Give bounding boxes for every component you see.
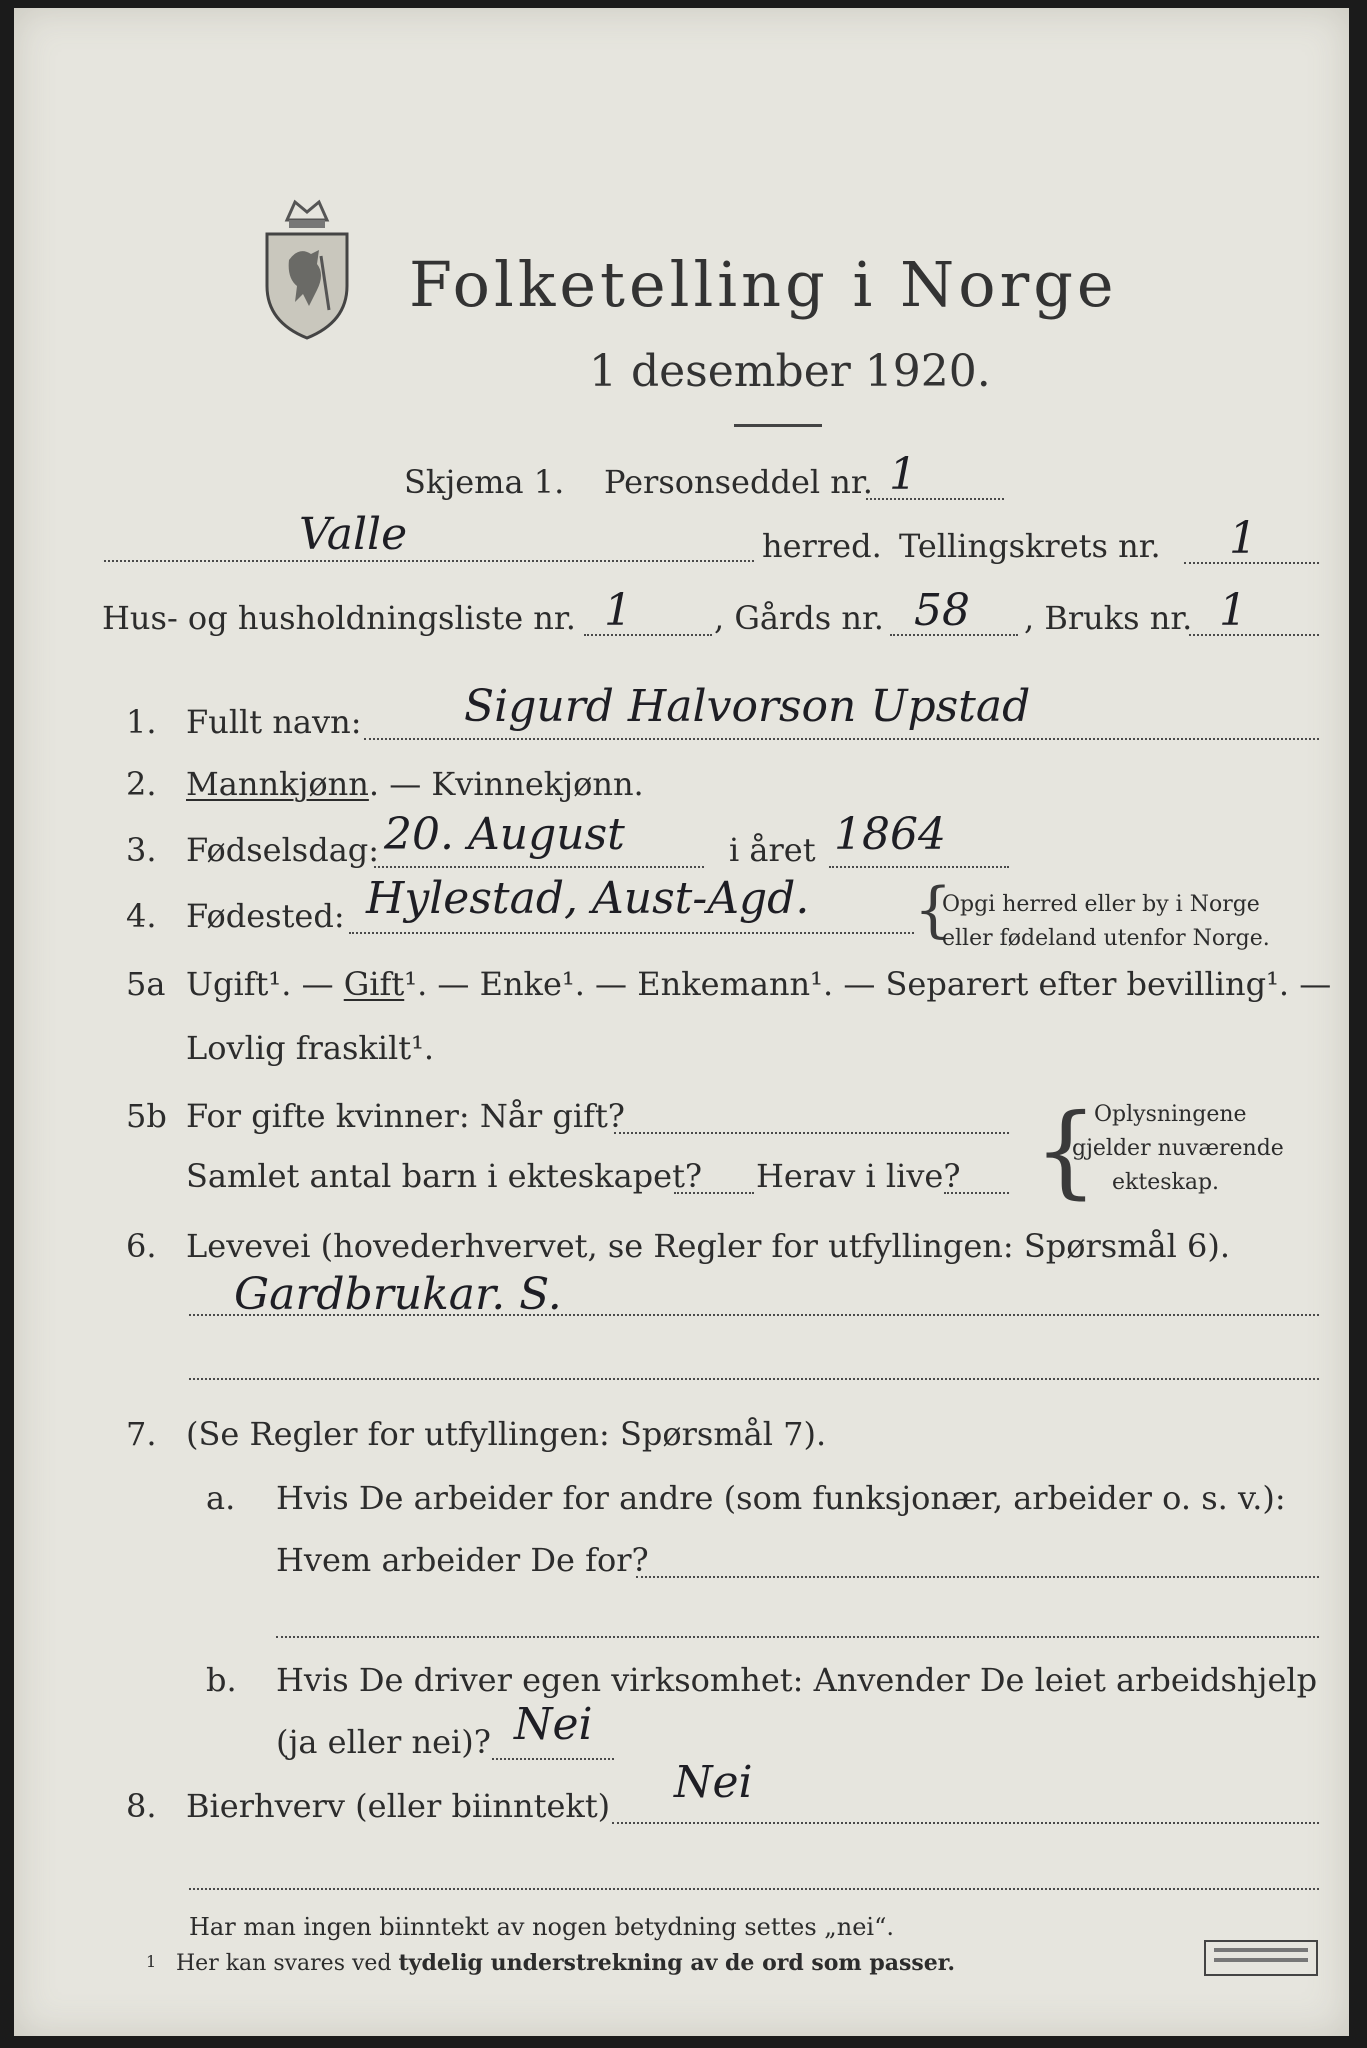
husholdningsliste-value[interactable]: 1 [604,585,632,636]
q6-line-1 [189,1314,1319,1316]
gards-value[interactable]: 58 [914,585,970,636]
gards-label: , Gårds nr. [714,599,884,637]
footnote-text-a: Her kan svares ved [176,1951,392,1976]
bruks-line [1189,634,1319,636]
q4-line [349,932,914,934]
q7b-line [492,1758,614,1760]
q2-end: . [633,765,644,803]
footnote-mark: 1 [146,1952,157,1971]
side-income-value[interactable]: Nei [674,1757,753,1808]
q5b-line2: Samlet antal barn i ekteskapet? [186,1157,703,1195]
q7a-line1: Hvis De arbeider for andre (som funksjonær, arbeider o. s. v.): [276,1479,1286,1517]
q7-label: (Se Regler for utfyllingen: Spørsmål 7). [186,1415,827,1453]
q7a-line-extra [276,1636,1319,1638]
bruks-label: , Bruks nr. [1024,599,1193,637]
bruks-value[interactable]: 1 [1219,585,1247,636]
q7-number: 7. [126,1415,157,1453]
q3-year-line [829,866,1009,868]
personseddel-label: Personseddel nr. [604,463,873,501]
coat-of-arms-icon [259,190,355,342]
q8-line [612,1822,1319,1824]
personseddel-value[interactable]: 1 [889,449,917,500]
herred-label: herred. [762,527,882,565]
q8-number: 8. [126,1787,157,1825]
q8-label: Bierhverv (eller biinntekt) [186,1787,611,1825]
q6-line-2 [189,1378,1319,1380]
skjema-label: Skjema 1. [404,463,565,501]
q3-number: 3. [126,831,157,869]
herred-line [104,560,754,562]
q4-note-1: Opgi herred eller by i Norge [942,892,1260,917]
enke-option[interactable]: Enke [479,965,562,1003]
q3-year-label: i året [729,831,816,869]
q5a-number: 5a [126,965,166,1003]
q5b-note-2: gjelder nuværende [1072,1136,1284,1161]
q5b-children-line [674,1192,754,1194]
q5b-alive-line [944,1192,1009,1194]
birthplace-value[interactable]: Hylestad, Aust-Agd. [366,873,810,924]
census-date: 1 desember 1920. [589,346,991,397]
q7b-line1: Hvis De driver egen virksomhet: Anvender De leiet arbeidshjelp [276,1661,1318,1699]
personseddel-line [866,498,1004,500]
ugift-option[interactable]: Ugift [186,965,269,1003]
q6-number: 6. [126,1227,157,1265]
birthday-value[interactable]: 20. August [384,809,625,860]
q1-label: Fullt navn: [186,703,362,741]
full-name-value[interactable]: Sigurd Halvorson Upstad [464,681,1031,732]
q3-line [374,866,704,868]
q4-note-2: eller fødeland utenfor Norge. [942,926,1270,951]
q2-number: 2. [126,765,157,803]
q7a-letter: a. [206,1479,236,1517]
birth-year-value[interactable]: 1864 [834,809,946,860]
q1-line [364,738,1319,740]
q5b-brace: { [1034,1092,1098,1209]
q6-label: Levevei (hovederhvervet, se Regler for utfyllingen: Spørsmål 6). [186,1227,1231,1265]
q5b-note-3: ekteskap. [1112,1170,1220,1195]
q5a-line2: Lovlig fraskilt¹. [186,1029,435,1067]
q7b-letter: b. [206,1661,237,1699]
q2-options [186,764,644,804]
fraskilt-option[interactable]: Lovlig fraskilt [186,1029,412,1067]
q5b-number: 5b [126,1097,167,1135]
census-form [14,8,1349,2036]
q3-label: Fødselsdag: [186,831,380,869]
q5b-note-1: Oplysningene [1094,1102,1247,1127]
husholdningsliste-label: Hus- og husholdningsliste nr. [102,599,576,637]
footer-note: Har man ingen biinntekt av nogen betydning settes „nei“. [189,1913,894,1941]
q7b-value[interactable]: Nei [514,1699,593,1750]
q5b-herav: Herav i live? [756,1157,961,1195]
printer-stamp [1204,1940,1318,1976]
enkemann-option[interactable]: Enkemann [637,965,811,1003]
gift-option[interactable]: Gift [343,965,405,1003]
q5a-options: Ugift¹. — Gift¹. — Enke¹. — Enkemann¹. — Separert efter bevilling¹. — [186,965,1332,1003]
occupation-value[interactable]: Gardbrukar. S. [234,1269,562,1320]
q4-number: 4. [126,897,157,935]
q7a-line [636,1576,1319,1578]
q4-label: Fødested: [186,897,345,935]
q7a-line2: Hvem arbeider De for? [276,1541,649,1579]
herred-value[interactable]: Valle [299,509,408,560]
footnote-text-b: tydelig understrekning av de ord som passer. [398,1950,956,1976]
q5b-married-line [614,1132,1009,1134]
tellingskrets-value[interactable]: 1 [1229,513,1257,564]
q7b-line2: (ja eller nei)? [276,1723,491,1761]
q8-line-2 [189,1888,1319,1890]
q4-brace: { [914,875,953,945]
male-option[interactable]: Mannkjønn [186,765,369,803]
tellingskrets-label: Tellingskrets nr. [899,527,1161,565]
form-title: Folketelling i Norge [409,248,1118,321]
q1-number: 1. [126,703,157,741]
female-option[interactable]: Kvinnekjønn [431,765,634,803]
title-divider [734,424,822,427]
footnote [176,1950,955,1976]
separert-option[interactable]: Separert efter bevilling [885,965,1267,1003]
q5b-line1: For gifte kvinner: Når gift? [186,1097,625,1135]
q2-sep: . — [368,765,432,803]
